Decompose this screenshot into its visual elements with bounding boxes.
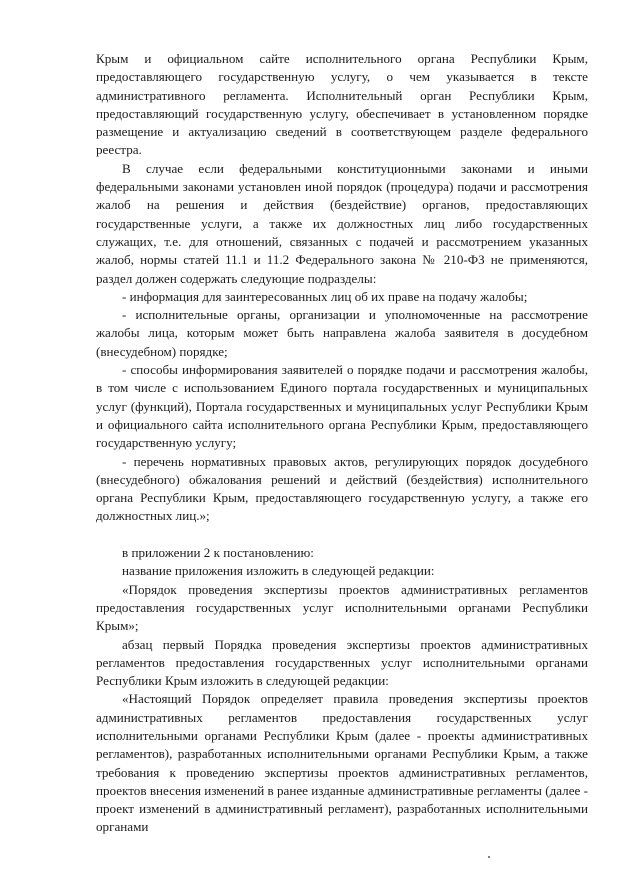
document-page <box>96 50 588 837</box>
paragraph-7: в приложении 2 к постановлению: <box>122 545 314 561</box>
paragraph-1: Крым и официальном сайте исполнительного органа Республики Крым, предоставляющего государственную услугу, о чем указывается в тексте административного регламента. Исполнительный орган Республики Крым, предоставляющий государственную услугу, обеспечивает в установленном порядке размещение и актуализацию сведений в соответствующем разделе федерального реестра. <box>96 51 588 158</box>
scan-speck <box>488 856 490 858</box>
paragraph-8: название приложения изложить в следующей редакции: <box>122 563 435 579</box>
paragraph-9: «Порядок проведения экспертизы проектов административных регламентов предоставления государственных услуг исполнительными органами Республики Крым»; <box>96 581 588 634</box>
paragraph-11: «Настоящий Порядок определяет правила проведения экспертизы проектов административных регламентов предоставления государственных услуг исполнительными органами Республики Крым (далее - проекты административных регламентов), разработанных исполнительными органами Республики Крым, а также требования к проведению экспертизы проектов административных регламентов, проектов внесения изменений в ранее изданные административные регламенты (далее - проект изменений в административный регламент), разработанных исполнительными органами <box>96 691 588 835</box>
paragraph-10: абзац первый Порядка проведения экспертизы проектов административных регламентов предоставления государственных услуг исполнительными органами Республики Крым изложить в следующей редакции: <box>96 636 588 689</box>
paragraph-6: - перечень нормативных правовых актов, регулирующих порядок досудебного (внесудебного) обжалования решений и действий (бездействия) исполнительного органа Республики Крым, предоставляющего государственную услугу, а также его должностных лиц.»; <box>96 453 588 524</box>
paragraph-3: - информация для заинтересованных лиц об их праве на подачу жалобы; <box>122 288 528 304</box>
paragraph-5: - способы информирования заявителей о порядке подачи и рассмотрения жалобы, в том числе с использованием Единого портала государственных и муниципальных услуг (функций), Портала государственных и муниципальных услуг Республики Крым и официального сайта исполнительного органа Республики Крым, предоставляющего государственную услугу; <box>96 362 588 451</box>
blank-line <box>96 526 588 544</box>
paragraph-2: В случае если федеральными конституционными законами и иными федеральными законами установлен иной порядок (процедура) подачи и рассмотрения жалоб на решения и действия (бездействие) органов, предоставляющих государственные услуги, а также их должностных лиц либо государственных служащих, т.е. для отношений, связанных с подачей и рассмотрением указанных жалоб, нормы статей 11.1 и 11.2 Федерального закона № 210-ФЗ не применяются, раздел должен содержать следующие подразделы: <box>96 160 588 286</box>
paragraph-4: - исполнительные органы, организации и уполномоченные на рассмотрение жалобы лица, которым может быть направлена жалоба заявителя в досудебном (внесудебном) порядке; <box>96 307 588 359</box>
